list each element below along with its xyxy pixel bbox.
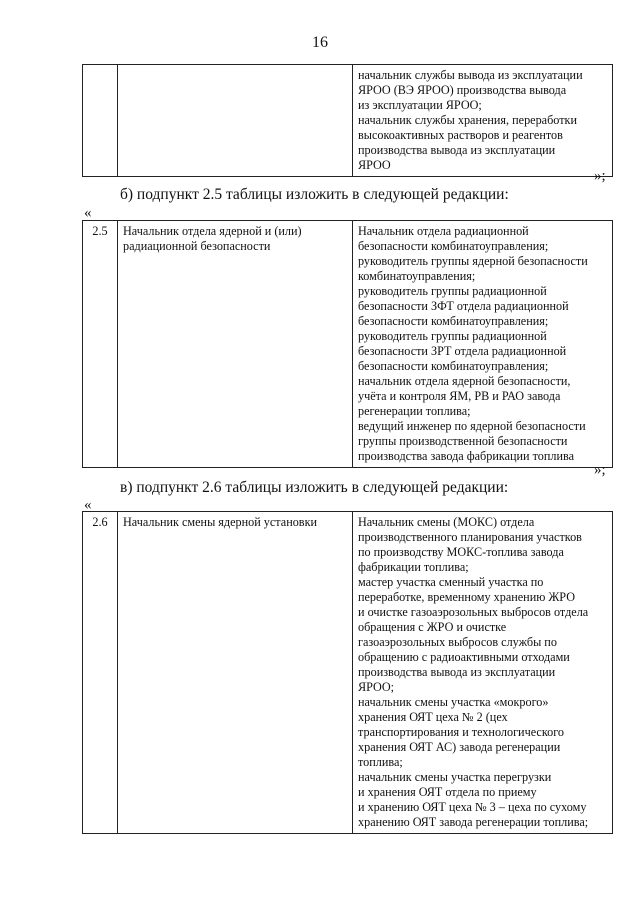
text-line: начальник службы хранения, переработки bbox=[358, 113, 577, 127]
table-row bbox=[83, 512, 613, 834]
text-line: хранения ОЯТ цеха № 2 (цех bbox=[358, 710, 508, 724]
position-cell bbox=[118, 65, 353, 177]
opening-quote: « bbox=[84, 497, 92, 513]
text-line: комбинатоуправления; bbox=[358, 269, 476, 283]
text-line: Начальник смены ядерной установки bbox=[123, 515, 318, 529]
text-line: Начальник отдела радиационной bbox=[358, 224, 529, 238]
text-line: безопасности комбинатоуправления; bbox=[358, 239, 549, 253]
positions-list-cell bbox=[353, 65, 613, 177]
section-c-heading: в) подпункт 2.6 таблицы изложить в следующей редакции: bbox=[120, 479, 509, 496]
text-line: производственного планирования участков bbox=[358, 530, 582, 544]
text-line: регенерации топлива; bbox=[358, 404, 471, 418]
text-line: и очистке газоаэрозольных выбросов отдела bbox=[358, 605, 589, 619]
page-number: 16 bbox=[312, 34, 328, 51]
text-line: учёта и контроля ЯМ, РВ и РАО завода bbox=[358, 389, 561, 403]
text-line: безопасности комбинатоуправления; bbox=[358, 359, 549, 373]
text-line: ЯРОО (ВЭ ЯРОО) производства вывода bbox=[358, 83, 567, 97]
text-line: начальник отдела ядерной безопасности, bbox=[358, 374, 571, 388]
text-line: группы производственной безопасности bbox=[358, 434, 568, 448]
text-line: топлива; bbox=[358, 755, 403, 769]
text-line: обращения с ЖРО и очистке bbox=[358, 620, 507, 634]
position-cell bbox=[118, 512, 353, 834]
section-b-heading: б) подпункт 2.5 таблицы изложить в следующей редакции: bbox=[120, 186, 509, 203]
text-line: ЯРОО; bbox=[358, 680, 395, 694]
table-item-2-5 bbox=[82, 220, 613, 468]
text-line: мастер участка сменный участка по bbox=[358, 575, 544, 589]
table-item-2-6 bbox=[82, 511, 613, 834]
table-row bbox=[83, 65, 613, 177]
text-line: начальник смены участка перегрузки bbox=[358, 770, 552, 784]
text-line: производства завода фабрикации топлива bbox=[358, 449, 575, 463]
positions-list-cell bbox=[353, 512, 613, 834]
text-line: руководитель группы радиационной bbox=[358, 284, 547, 298]
row-number-cell: 2.6 bbox=[83, 512, 118, 834]
text-line: безопасности ЗФТ отдела радиационной bbox=[358, 299, 569, 313]
text-line: фабрикации топлива; bbox=[358, 560, 469, 574]
text-line: начальник службы вывода из эксплуатации bbox=[358, 68, 583, 82]
text-line: хранению ОЯТ завода регенерации топлива; bbox=[358, 815, 589, 829]
position-cell bbox=[118, 221, 353, 468]
text-line: безопасности комбинатоуправления; bbox=[358, 314, 549, 328]
row-number-cell: 2.5 bbox=[83, 221, 118, 468]
text-line: транспортирования и технологического bbox=[358, 725, 565, 739]
text-line: производства вывода из эксплуатации bbox=[358, 665, 556, 679]
text-line: газоаэрозольных выбросов службы по bbox=[358, 635, 557, 649]
text-line: и хранения ОЯТ отдела по приему bbox=[358, 785, 537, 799]
text-line: руководитель группы ядерной безопасности bbox=[358, 254, 588, 268]
text-line: переработке, временному хранению ЖРО bbox=[358, 590, 576, 604]
text-line: обращению с радиоактивными отходами bbox=[358, 650, 570, 664]
opening-quote: « bbox=[84, 205, 92, 221]
text-line: из эксплуатации ЯРОО; bbox=[358, 98, 482, 112]
text-line: ведущий инженер по ядерной безопасности bbox=[358, 419, 586, 433]
text-line: по производству МОКС-топлива завода bbox=[358, 545, 564, 559]
closing-quote: »; bbox=[594, 168, 606, 184]
text-line: Начальник смены (МОКС) отдела bbox=[358, 515, 535, 529]
closing-quote: »; bbox=[594, 462, 606, 478]
text-line: Начальник отдела ядерной и (или) bbox=[123, 224, 302, 238]
text-line: руководитель группы радиационной bbox=[358, 329, 547, 343]
text-line: производства вывода из эксплуатации bbox=[358, 143, 556, 157]
text-line: и хранению ОЯТ цеха № 3 – цеха по сухому bbox=[358, 800, 587, 814]
positions-list-cell bbox=[353, 221, 613, 468]
text-line: радиационной безопасности bbox=[123, 239, 271, 253]
table-row bbox=[83, 221, 613, 468]
text-line: безопасности ЗРТ отдела радиационной bbox=[358, 344, 567, 358]
text-line: ЯРОО bbox=[358, 158, 391, 172]
row-number-cell bbox=[83, 65, 118, 177]
text-line: высокоактивных растворов и реагентов bbox=[358, 128, 563, 142]
text-line: хранения ОЯТ АС) завода регенерации bbox=[358, 740, 561, 754]
text-line: начальник смены участка «мокрого» bbox=[358, 695, 549, 709]
table-continuation bbox=[82, 64, 613, 177]
